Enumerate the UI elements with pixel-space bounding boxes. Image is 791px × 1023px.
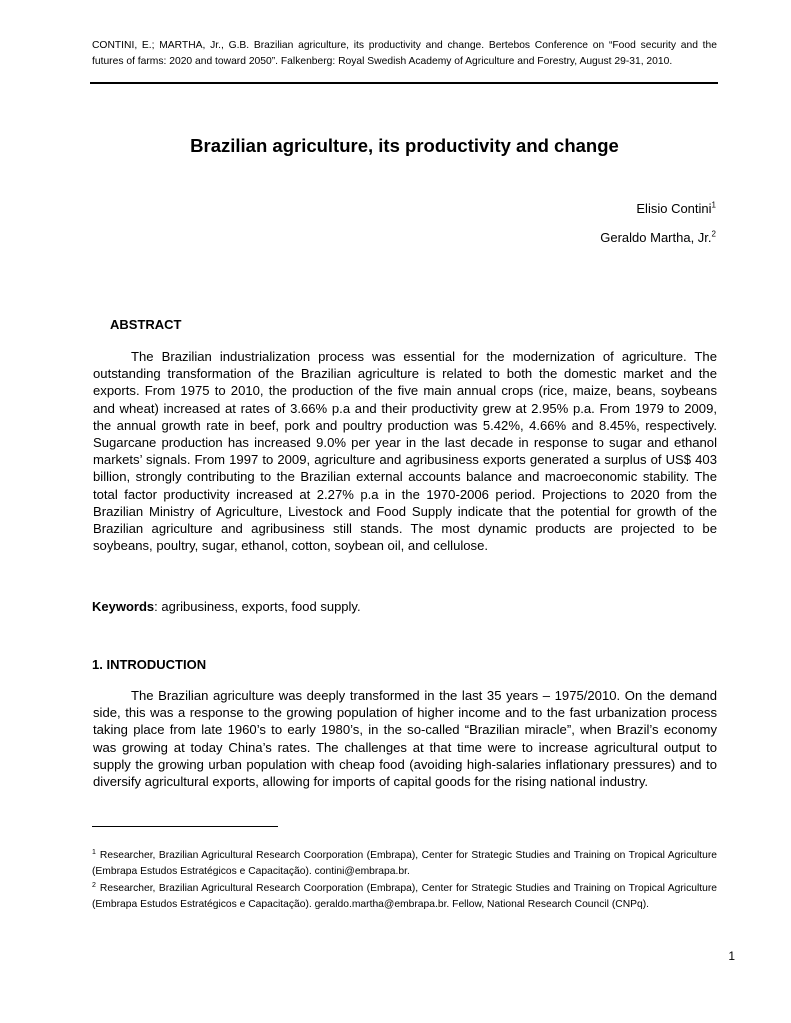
footnote-2 (92, 881, 717, 912)
page-number: 1 (728, 949, 735, 963)
section-heading-introduction: 1. INTRODUCTION (92, 657, 207, 672)
author-contini (636, 200, 716, 218)
footnote-mark: 1 (92, 848, 96, 856)
footnote-text: Researcher, Brazilian Agricultural Research Coorporation (Embrapa), Center for Strategic Studies and Training on Tropical Agriculture (Embrapa Estudos Estratégicos e Capacitação). contini@embrapa.br. (92, 850, 717, 877)
abstract-text: The Brazilian industrialization process was essential for the modernization of agriculture. The outstanding transformation of the Brazilian agriculture is related to both the domestic market and the exports. From 1975 to 2010, the production of the five main annual crops (rice, maize, beans, soybeans and wheat) increased at rates of 3.66% p.a and their productivity grew at 2.95% p.a. From 1979 to 2009, the annual growth rate in beef, pork and poultry production was 5.42%, 4.66% and 8.45%, respectively. Sugarcane production has increased 9.0% per year in the last decade in response to sugar and ethanol markets’ signals. From 1997 to 2009, agriculture and agribusiness exports generated a surplus of US$ 403 billion, strongly contributing to the Brazilian external accounts balance and macroeconomic stability. The total factor productivity increased at 2.27% p.a in the 1970-2006 period. Projections to 2020 from the Brazilian Ministry of Agriculture, Livestock and Food Supply indicate that the potential for growth of the Brazilian agriculture and agribusiness still stands. The most dynamic products are projected to be soybeans, poultry, sugar, ethanol, cotton, soybean oil, and cellulose. (93, 349, 717, 554)
keywords-text: : agribusiness, exports, food supply. (154, 599, 361, 614)
footnote-divider (92, 826, 278, 827)
footnote-text: Researcher, Brazilian Agricultural Research Coorporation (Embrapa), Center for Strategic Studies and Training on Tropical Agriculture (Embrapa Estudos Estratégicos e Capacitação). geraldo.martha@embrapa.br. Fellow, National Research Council (CNPq). (92, 883, 717, 910)
footnote-1 (92, 848, 717, 879)
author-name: Elisio Contini (636, 201, 712, 216)
footnote-mark: 2 (92, 881, 96, 889)
citation-header: CONTINI, E.; MARTHA, Jr., G.B. Brazilian agriculture, its productivity and change. Bertebos Conference on “Food security and the futures of farms: 2020 and toward 2050”. Falkenberg: Royal Swedish Academy of Agriculture and Forestry, August 29-31, 2010. (92, 40, 717, 67)
abstract-heading: ABSTRACT (110, 317, 182, 332)
paper-title: Brazilian agriculture, its productivity and change (190, 135, 619, 156)
author-name: Geraldo Martha, Jr. (600, 230, 712, 245)
keywords-label: Keywords (92, 599, 155, 614)
author-footnote-mark: 2 (711, 229, 716, 239)
author-footnote-mark: 1 (711, 200, 716, 210)
author-martha (600, 229, 716, 247)
header-divider (90, 82, 718, 84)
keywords-line (92, 598, 361, 616)
introduction-text: The Brazilian agriculture was deeply transformed in the last 35 years – 1975/2010. On the demand side, this was a response to the growing population of higher income and to the fast urbanization process taking place from late 1960’s to early 1980’s, in the so-called “Brazilian miracle”, when Brazil’s economy was growing at today China’s rates. The challenges at that time were to increase agricultural output to supply the growing urban population with cheap food (avoiding high-salaries inflationary pressures) and to diversify agricultural exports, allowing for imports of capital goods for the rising national industry. (93, 688, 717, 790)
